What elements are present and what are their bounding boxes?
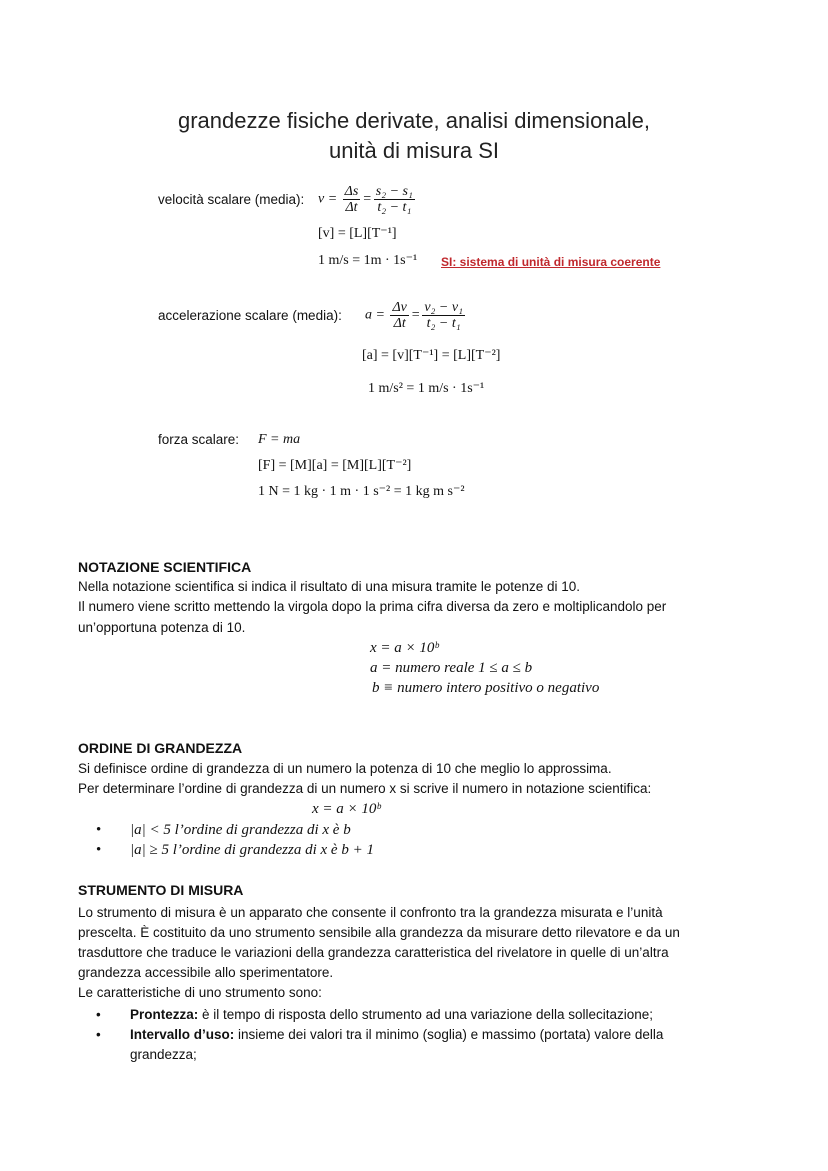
paragraph-line: trasduttore che traduce le variazioni della grandezza caratteristica del rivelatore in quelle di un’altra [78, 945, 669, 960]
bullet-term: Intervallo d’uso: [130, 1027, 235, 1042]
formula: x = a × 10ᵇ [312, 801, 381, 817]
bullet-term: Prontezza: [130, 1007, 199, 1022]
bullet-icon: • [96, 1027, 101, 1042]
denominator: Δt [393, 316, 406, 331]
velocity-unit: 1 m/s = 1m · 1s⁻¹ [318, 253, 418, 268]
bullet-item [96, 1007, 654, 1022]
lhs: a = [365, 307, 385, 323]
force-formula: F = ma [258, 432, 301, 447]
section-heading-instrument: STRUMENTO DI MISURA [78, 882, 244, 898]
bullet-text: è il tempo di risposta dello strumento ad una variazione della sollecitazione; [198, 1007, 654, 1022]
bullet-text: |a| ≥ 5 l’ordine di grandezza di x è b + 1 [130, 842, 374, 858]
paragraph-line: Si definisce ordine di grandezza di un numero la potenza di 10 che meglio lo approssima. [78, 761, 612, 776]
paragraph-line: Il numero viene scritto mettendo la virgola dopo la prima cifra diversa da zero e moltiplicandolo per [78, 599, 667, 614]
fraction [422, 300, 465, 331]
bullet-icon: • [96, 1007, 101, 1022]
bullet-text: insieme dei valori tra il minimo (soglia) e massimo (portata) valore della [234, 1027, 664, 1042]
paragraph-line: Nella notazione scientifica si indica il risultato di una misura tramite le potenze di 10. [78, 579, 581, 594]
paragraph-line: Lo strumento di misura è un apparato che consente il confronto tra la grandezza misurata e l’unità [78, 905, 663, 920]
denominator: t₂ − t₁ [377, 200, 412, 215]
fraction [390, 300, 408, 331]
lhs: v = [318, 191, 338, 207]
title-line-2: unità di misura SI [329, 138, 499, 163]
si-coherent-note: SI: sistema di unità di misura coerente [441, 255, 661, 269]
bullet-text: |a| < 5 l’ordine di grandezza di x è b [130, 822, 351, 838]
velocity-dimension: [v] = [L][T⁻¹] [318, 226, 397, 241]
bullet-icon: • [96, 822, 102, 838]
bullet-item [96, 842, 374, 859]
section-heading-order-of-magnitude: ORDINE DI GRANDEZZA [78, 740, 243, 756]
title-line-1: grandezze fisiche derivate, analisi dimensionale, [177, 108, 651, 133]
denominator: Δt [345, 200, 358, 215]
numerator: Δs [344, 184, 359, 199]
formula: a = numero reale 1 ≤ a ≤ b [370, 660, 533, 676]
numerator: v₂ − v₁ [424, 300, 463, 315]
velocity-formula: v = $\frac{\Delta s}{\Delta t}$ = $\frac{\text{s₂ − s₁}}{\text{t₂ − t₁}}$ [318, 184, 413, 215]
paragraph-line: Per determinare l’ordine di grandezza di un numero x si scrive il numero in notazione scientifica: [78, 781, 652, 796]
acceleration-formula: a = $\frac{\Delta v}{\Delta t}$ = $\frac{\text{v₂ − v₁}}{\text{t₂ − t₁}}$ [365, 300, 463, 331]
acceleration-unit: 1 m/s² = 1 m/s · 1s⁻¹ [368, 381, 485, 396]
velocity-label: velocità scalare (media): [158, 192, 305, 207]
numerator: s₂ − s₁ [375, 184, 413, 199]
acceleration-dimension: [a] = [v][T⁻¹] = [L][T⁻²] [362, 348, 501, 363]
bullet-item [96, 822, 351, 839]
bullet-continuation: grandezza; [130, 1047, 197, 1062]
formula: b ≡ numero intero positivo o negativo [372, 680, 600, 696]
force-dimension: [F] = [M][a] = [M][L][T⁻²] [258, 458, 412, 473]
force-label: forza scalare: [158, 432, 240, 447]
paragraph-line: un’opportuna potenza di 10. [78, 620, 246, 635]
acceleration-label: accelerazione scalare (media): [158, 308, 342, 323]
paragraph-line: grandezza accessibile allo sperimentatore. [78, 965, 334, 980]
bullet-icon: • [96, 842, 102, 858]
force-unit: 1 N = 1 kg · 1 m · 1 s⁻² = 1 kg m s⁻² [258, 484, 465, 499]
fraction [374, 184, 415, 215]
formula: x = a × 10ᵇ [370, 640, 439, 656]
fraction [343, 184, 361, 215]
section-heading-scientific-notation: NOTAZIONE SCIENTIFICA [78, 559, 252, 575]
denominator: t₂ − t₁ [426, 316, 461, 331]
paragraph-line: prescelta. È costituito da uno strumento sensibile alla grandezza da misurare detto rilevatore e da un [78, 925, 680, 940]
bullet-item [96, 1027, 664, 1042]
numerator: Δv [392, 300, 407, 315]
paragraph-line: Le caratteristiche di uno strumento sono: [78, 985, 322, 1000]
